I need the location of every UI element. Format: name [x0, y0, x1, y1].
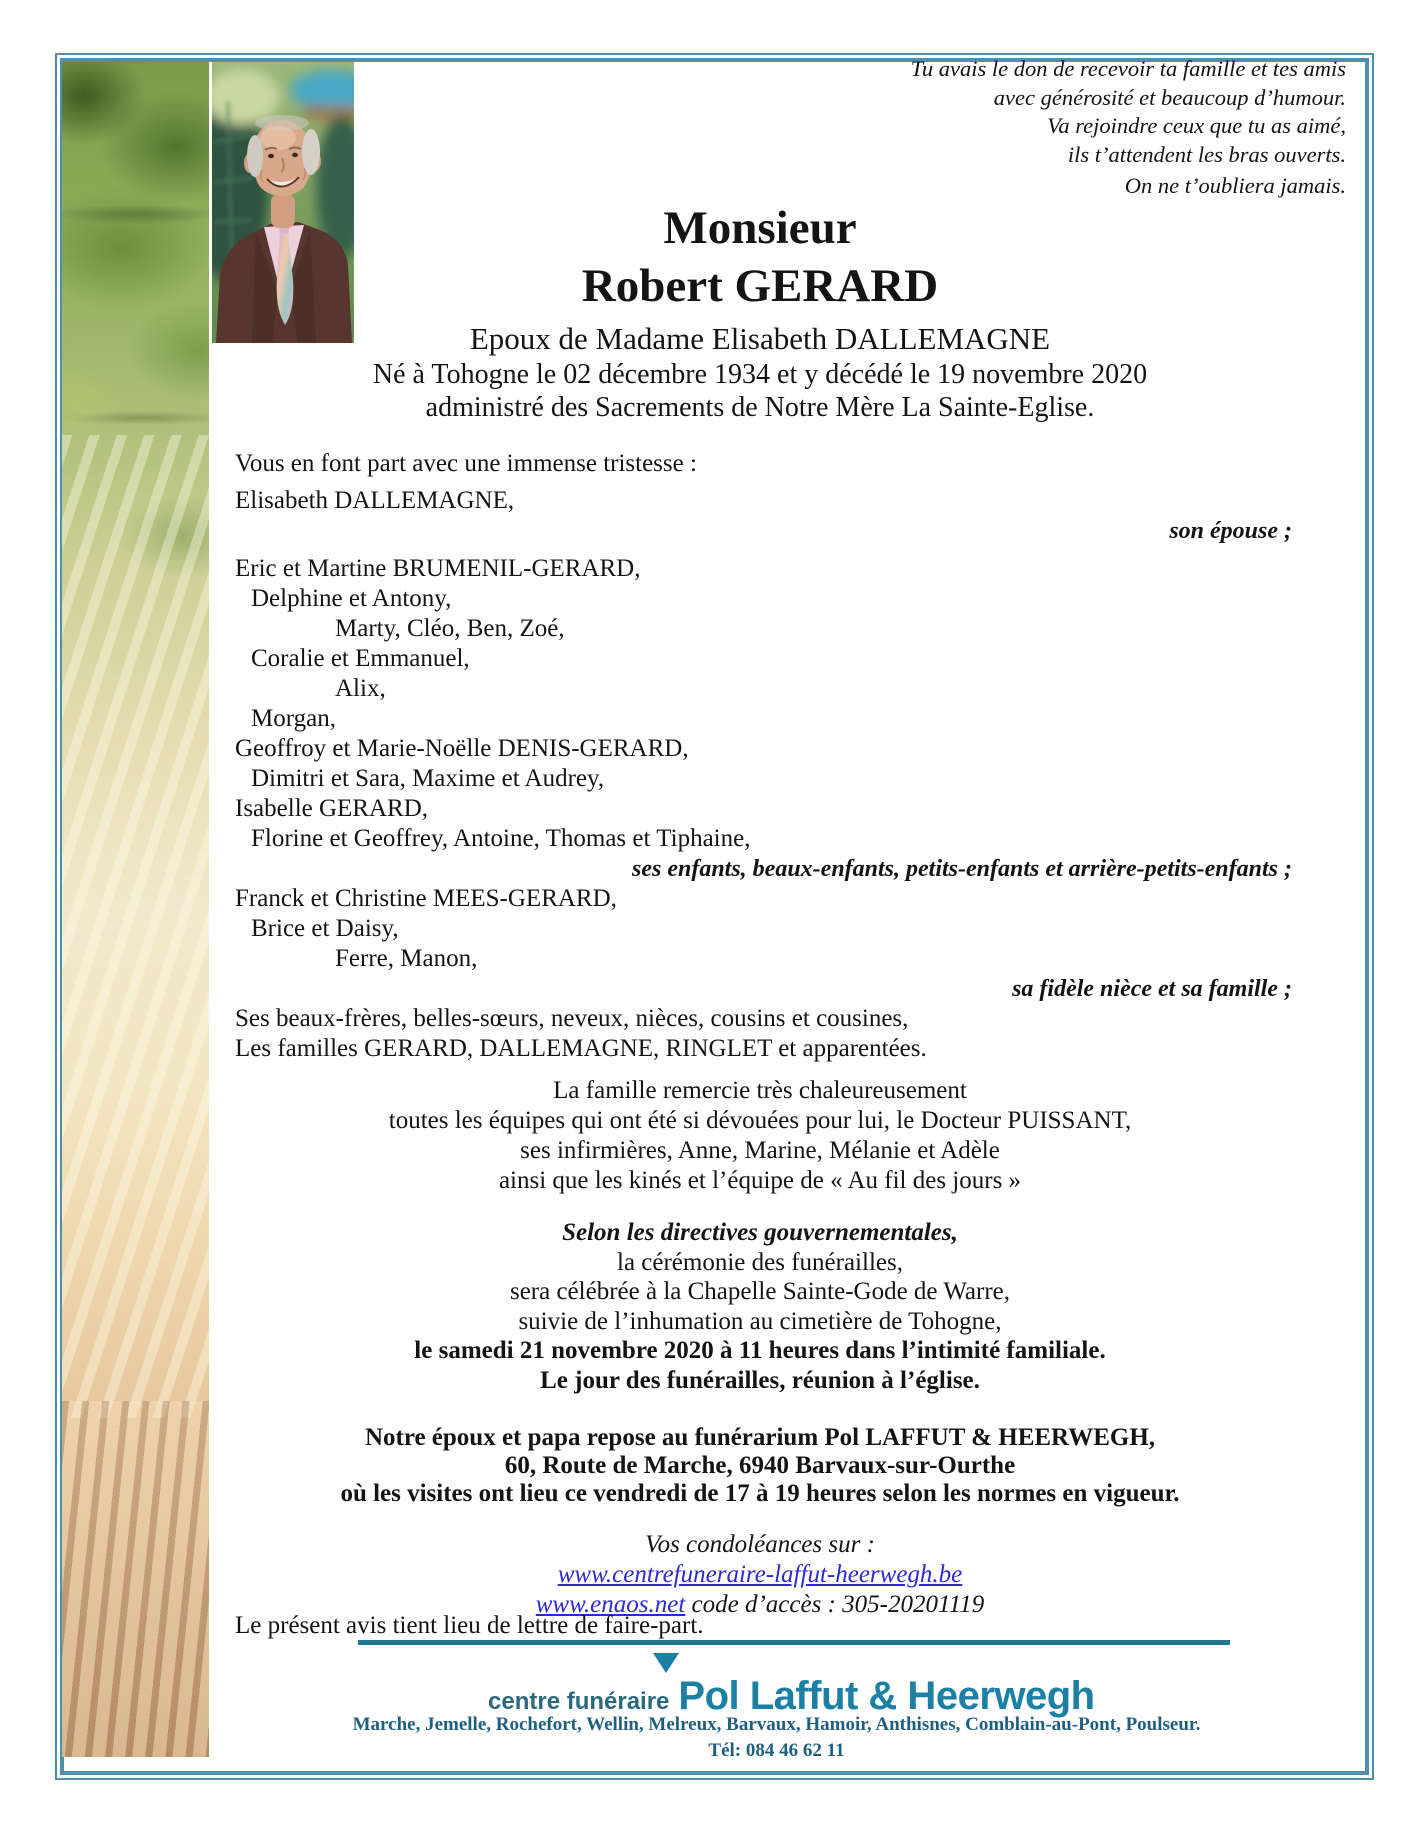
ceremony-line: la cérémonie des funérailles,	[617, 1248, 903, 1276]
title-block	[209, 202, 1311, 424]
family-line: Geoffroy et Marie-Noëlle DENIS-GERARD,	[235, 735, 689, 762]
thanks-line: ses infirmières, Anne, Marine, Mélanie et Adèle	[520, 1137, 1000, 1164]
spouse-line: Epoux de Madame Elisabeth DALLEMAGNE	[469, 321, 1051, 356]
poem-line: ils t’attendent les bras ouverts.	[1067, 141, 1346, 167]
family-line: Florine et Geoffrey, Antoine, Thomas et Tiphaine,	[251, 825, 751, 852]
civility-title: Monsieur	[663, 202, 857, 254]
family-list	[235, 486, 1292, 1064]
sacrament-line: administré des Sacrements de Notre Mère La Sainte-Eglise.	[425, 392, 1095, 423]
relation-label: sa fidèle nièce et sa famille ;	[1012, 976, 1292, 1002]
thanks-line: ainsi que les kinés et l’équipe de « Au fil des jours »	[498, 1167, 1022, 1194]
ceremony-meeting-line: Le jour des funérailles, réunion à l’église.	[540, 1366, 980, 1394]
thanks-paragraph	[209, 1076, 1311, 1196]
family-line: Brice et Daisy,	[251, 915, 399, 942]
funeral-home-brand	[488, 1674, 1095, 1719]
directive-line: Selon les directives gouvernementales,	[562, 1219, 958, 1246]
thanks-line: toutes les équipes qui ont été si dévouées pour lui, le Docteur PUISSANT,	[388, 1107, 1132, 1134]
ceremony-paragraph	[209, 1218, 1311, 1395]
family-line: Dimitri et Sara, Maxime et Audrey,	[251, 765, 605, 792]
funerarium-paragraph	[209, 1424, 1311, 1508]
funerarium-line: où les visites ont lieu ce vendredi de 17 à 19 heures selon les normes en vigueur.	[340, 1480, 1180, 1507]
condolences-link-centrefuneraire[interactable]: www.centrefuneraire-laffut-heerwegh.be	[557, 1561, 963, 1588]
birth-death-line: Né à Tohogne le 02 décembre 1934 et y décédé le 19 novembre 2020	[372, 359, 1148, 390]
poem-line: avec générosité et beaucoup d’humour.	[993, 84, 1346, 110]
relation-label: ses enfants, beaux-enfants, petits-enfants et arrière-petits-enfants ;	[632, 856, 1292, 882]
condolences-label: Vos condoléances sur :	[645, 1531, 875, 1558]
access-code-text: code d’accès : 305-20201119	[691, 1591, 985, 1618]
brand-prefix: centre funéraire	[488, 1688, 670, 1715]
ceremony-line: suivie de l’inhumation au cimetière de Tohogne,	[518, 1307, 1002, 1335]
brand-name: Pol Laffut & Heerwegh	[678, 1674, 1095, 1718]
footer-cities: Marche, Jemelle, Rochefort, Wellin, Melreux, Barvaux, Hamoir, Anthisnes, Comblain-au-Pont, Poulseur.	[352, 1714, 1201, 1735]
family-line: Coralie et Emmanuel,	[251, 645, 470, 672]
poem-line: Tu avais le don de recevoir ta famille et tes amis	[910, 56, 1346, 81]
poem-line: Va rejoindre ceux que tu as aimé,	[1047, 113, 1346, 138]
dedication-poem	[911, 55, 1346, 201]
family-line: Elisabeth DALLEMAGNE,	[235, 487, 515, 514]
ceremony-date-line: le samedi 21 novembre 2020 à 11 heures dans l’intimité familiale.	[414, 1337, 1106, 1364]
funerarium-line: Notre époux et papa repose au funérarium Pol LAFFUT & HEERWEGH,	[364, 1424, 1156, 1451]
ceremony-line: sera célébrée à la Chapelle Sainte-Gode de Warre,	[509, 1278, 1011, 1305]
family-line: Franck et Christine MEES-GERARD,	[235, 885, 617, 912]
footer-divider-rule	[358, 1640, 1230, 1645]
footer-phone: Tél: 084 46 62 11	[708, 1740, 845, 1761]
triangle-down-icon	[653, 1653, 679, 1673]
family-line: Morgan,	[251, 705, 336, 732]
poem-line: On ne t’oubliera jamais.	[1124, 173, 1346, 198]
family-line: Delphine et Antony,	[251, 585, 452, 612]
relation-label: son épouse ;	[1169, 518, 1292, 544]
funerarium-line: 60, Route de Marche, 6940 Barvaux-sur-Ourthe	[504, 1452, 1016, 1479]
forest-path-photo	[62, 62, 209, 1757]
family-line: Alix,	[335, 675, 386, 702]
family-line: Marty, Cléo, Ben, Zoé,	[335, 615, 565, 642]
thanks-line: La famille remercie très chaleureusement	[553, 1077, 967, 1104]
family-line: Ses beaux-frères, belles-sœurs, neveux, nièces, cousins et cousines,	[235, 1005, 909, 1032]
family-line: Les familles GERARD, DALLEMAGNE, RINGLET et apparentées.	[235, 1035, 927, 1062]
condolences-link-enaos[interactable]: www.enaos.net	[535, 1591, 686, 1618]
deceased-name: Robert GERARD	[581, 260, 939, 312]
announcement-intro: Vous en font part avec une immense tristesse :	[235, 450, 697, 477]
family-line: Eric et Martine BRUMENIL-GERARD,	[235, 555, 641, 582]
family-line: Isabelle GERARD,	[235, 795, 429, 822]
family-line: Ferre, Manon,	[335, 945, 478, 972]
faire-part-notice: Le présent avis tient lieu de lettre de faire-part.	[235, 1612, 704, 1639]
condolences-block	[209, 1530, 1311, 1620]
